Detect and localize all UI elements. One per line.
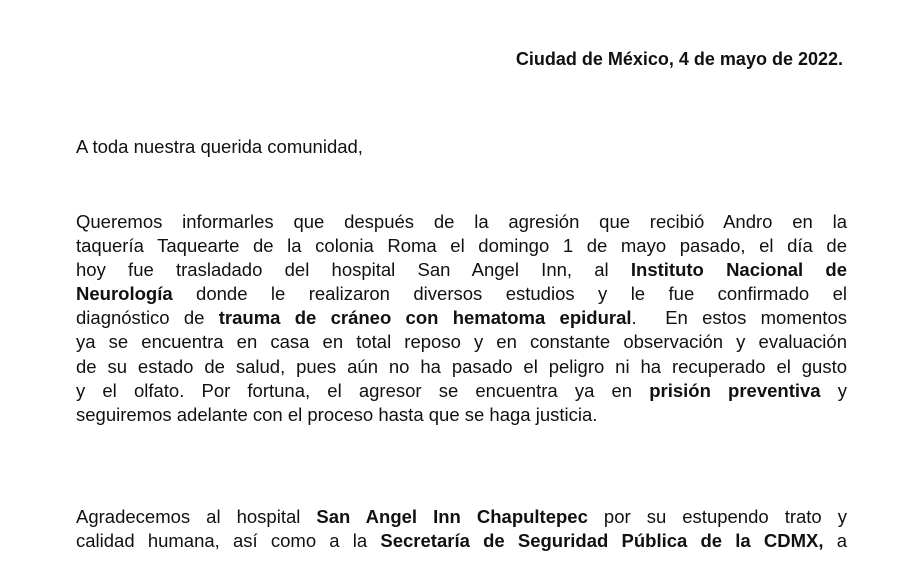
text-line bbox=[76, 355, 847, 379]
body-text: seguiremos adelante con el proceso hasta que se haga justicia. bbox=[76, 403, 598, 425]
body-text: Agradecemos al hospital bbox=[76, 506, 317, 527]
body-text: y bbox=[820, 379, 848, 401]
text-line bbox=[76, 379, 847, 403]
letter-paragraph bbox=[76, 210, 847, 427]
body-text: de su estado de salud, pues aún no ha pasado el peligro ni ha recuperado el gusto bbox=[76, 355, 847, 377]
text-line bbox=[76, 529, 847, 553]
body-text: Queremos informarles que después de la agresión que recibió Andro en la bbox=[76, 211, 847, 232]
text-line bbox=[76, 306, 847, 330]
text-line bbox=[76, 505, 847, 529]
letter-date-line: Ciudad de México, 4 de mayo de 2022. bbox=[515, 49, 843, 69]
text-line bbox=[76, 282, 847, 306]
bold-text: trauma de cráneo con hematoma epidural bbox=[218, 307, 632, 329]
text-line bbox=[76, 258, 847, 282]
body-text: . En estos momentos bbox=[631, 307, 847, 329]
text-line bbox=[76, 210, 847, 234]
text-line bbox=[76, 234, 847, 258]
bold-text: San Angel Inn Chapultepec bbox=[316, 506, 588, 527]
body-text: hoy fue trasladado del hospital San Angel Inn, al bbox=[76, 259, 631, 281]
text-line bbox=[76, 330, 847, 354]
body-text: a bbox=[823, 530, 847, 552]
body-text: taquería Taquearte de la colonia Roma el domingo 1 de mayo pasado, el día de bbox=[76, 235, 847, 257]
body-text: y el olfato. Por fortuna, el agresor se encuentra ya en bbox=[76, 379, 650, 401]
body-text: por su estupendo trato y bbox=[587, 506, 847, 527]
bold-text: Secretaría de Seguridad Pública de la CDMX, bbox=[380, 530, 824, 552]
bold-text: prisión preventiva bbox=[649, 379, 821, 401]
bold-text: Neurología bbox=[76, 283, 173, 305]
body-text: diagnóstico de bbox=[76, 307, 219, 329]
letter-greeting: A toda nuestra querida comunidad, bbox=[76, 136, 363, 157]
body-text: calidad humana, así como a la bbox=[76, 530, 381, 552]
body-text: donde le realizaron diversos estudios y le fue confirmado el bbox=[172, 283, 847, 305]
bold-text: Instituto Nacional de bbox=[630, 259, 847, 281]
body-text: ya se encuentra en casa en total reposo y en constante observación y evaluación bbox=[76, 331, 847, 353]
text-line bbox=[76, 403, 847, 427]
letter-paragraph bbox=[76, 505, 847, 553]
